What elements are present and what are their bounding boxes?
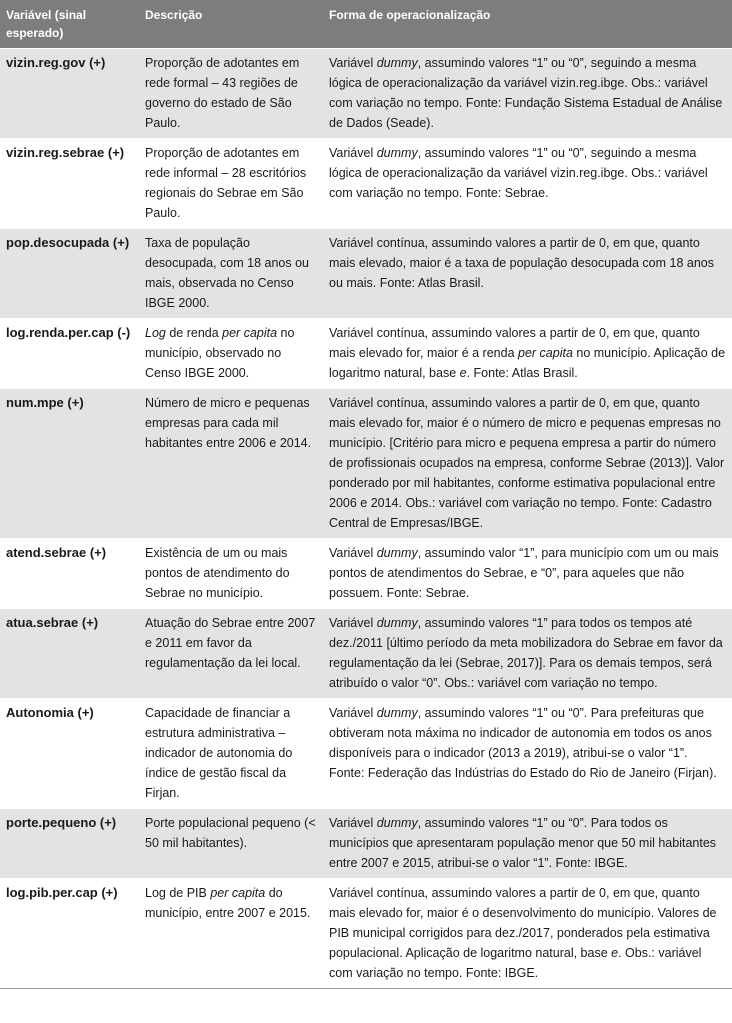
text-segment: Log de PIB [145, 886, 211, 900]
table-row [0, 229, 732, 319]
italic-text-segment: per capita [222, 326, 278, 340]
text-segment: Variável [329, 546, 377, 560]
table-body [0, 49, 732, 989]
header-variable: Variável (sinal esperado) [0, 0, 139, 49]
table-row [0, 879, 732, 989]
table-row [0, 539, 732, 609]
italic-text-segment: dummy [376, 706, 418, 720]
text-segment: do município, entre 2007 e 2015. [145, 886, 311, 920]
operationalization-cell [323, 389, 732, 539]
text-segment: Variável [329, 706, 377, 720]
text-segment: de renda [165, 326, 223, 340]
description-cell [139, 139, 323, 229]
variable-name-cell: log.renda.per.cap (-) [0, 319, 139, 389]
variable-name-cell: vizin.reg.gov (+) [0, 49, 139, 139]
text-segment: Variável contínua, assumindo valores a partir de 0, em que, quanto mais elevado for, maior é a renda [329, 326, 700, 360]
variable-name-cell: vizin.reg.sebrae (+) [0, 139, 139, 229]
text-segment: Porte populacional pequeno (< 50 mil habitantes). [145, 816, 316, 850]
italic-text-segment: e [459, 366, 467, 380]
text-segment: , assumindo valores “1” para todos os tempos até dez./2011 [último período da meta mobilizadora do Sebrae em favor da regulamentação da lei (Sebrae, 2017)]. Para os demais tempos, será atribuído o valor “0”. Obs.: variável com variação no tempo. [329, 616, 723, 690]
text-segment: no município, observado no Censo IBGE 2000. [145, 326, 295, 380]
operationalization-cell [323, 809, 732, 879]
operationalization-cell [323, 49, 732, 139]
italic-text-segment: dummy [376, 546, 418, 560]
text-segment: , assumindo valores “1” ou “0”, seguindo a mesma lógica de operacionalização da variável vizin.reg.ibge. Obs.: variável com variação no tempo. Fonte: Fundação Sistema Estadual de Análise de Dados (Seade). [329, 56, 723, 130]
table-row [0, 389, 732, 539]
description-cell [139, 699, 323, 809]
text-segment: no município. Aplicação de logaritmo natural, base [329, 346, 726, 380]
variable-name-cell: Autonomia (+) [0, 699, 139, 809]
variable-name-cell: log.pib.per.cap (+) [0, 879, 139, 989]
table-row [0, 319, 732, 389]
header-description: Descrição [139, 0, 323, 49]
table-row [0, 139, 732, 229]
variable-name-cell: atua.sebrae (+) [0, 609, 139, 699]
italic-text-segment: Log [145, 326, 166, 340]
operationalization-cell [323, 879, 732, 989]
description-cell [139, 609, 323, 699]
text-segment: Variável [329, 616, 377, 630]
text-segment: Variável [329, 56, 377, 70]
operationalization-cell [323, 319, 732, 389]
variable-name-cell: atend.sebrae (+) [0, 539, 139, 609]
table-row [0, 609, 732, 699]
table-row [0, 809, 732, 879]
header-row [0, 0, 732, 49]
description-cell [139, 389, 323, 539]
variable-name-cell: pop.desocupada (+) [0, 229, 139, 319]
italic-text-segment: dummy [376, 146, 418, 160]
text-segment: Variável contínua, assumindo valores a partir de 0, em que, quanto mais elevado, maior é a taxa de população desocupada com 18 anos ou mais. Fonte: Atlas Brasil. [329, 236, 714, 290]
italic-text-segment: dummy [376, 56, 418, 70]
text-segment: Atuação do Sebrae entre 2007 e 2011 em favor da regulamentação da lei local. [145, 616, 316, 670]
description-cell [139, 49, 323, 139]
text-segment: Número de micro e pequenas empresas para cada mil habitantes entre 2006 e 2014. [145, 396, 312, 450]
text-segment: Capacidade de financiar a estrutura administrativa – indicador de autonomia do índice de gestão fiscal da Firjan. [145, 706, 293, 800]
text-segment: Variável contínua, assumindo valores a partir de 0, em que, quanto mais elevado for, maior é o número de micro e pequenas empresas no município. [Critério para micro e pequena empresa a partir do número de profissionais ocupados na empresa, conforme Sebrae (2013)]. Valor ponderado por mil habitantes, conforme estimativa populacional entre 2006 e 2014. Obs.: variável com variação no tempo. Fonte: Cadastro Central de Empresas/IBGE. [329, 396, 725, 530]
text-segment: , assumindo valores “1” ou “0”, seguindo a mesma lógica de operacionalização da variável vizin.reg.ibge. Obs.: variável com variação no tempo. Fonte: Sebrae. [329, 146, 708, 200]
description-cell [139, 319, 323, 389]
description-cell [139, 539, 323, 609]
text-segment: Variável [329, 816, 377, 830]
table-header [0, 0, 732, 49]
text-segment: , assumindo valores “1” ou “0”. Para todos os municípios que apresentaram população menor que 50 mil habitantes entre 2007 e 2015, atribui-se o valor “1”. Fonte: IBGE. [329, 816, 717, 870]
text-segment: . Fonte: Atlas Brasil. [466, 366, 578, 380]
operationalization-cell [323, 539, 732, 609]
italic-text-segment: dummy [376, 616, 418, 630]
description-cell [139, 809, 323, 879]
operationalization-cell [323, 139, 732, 229]
text-segment: , assumindo valores “1” ou “0”. Para prefeituras que obtiveram nota máxima no indicador de autonomia em todos os anos disponíveis para o indicador (2013 a 2019), atribui-se o valor “1”. Fonte: Federação das Indústrias do Estado do Rio de Janeiro (Firjan). [329, 706, 717, 780]
text-segment: . Obs.: variável com variação no tempo. Fonte: IBGE. [329, 946, 702, 980]
italic-text-segment: per capita [210, 886, 266, 900]
operationalization-cell [323, 229, 732, 319]
operationalization-cell [323, 699, 732, 809]
description-cell [139, 229, 323, 319]
variable-name-cell: num.mpe (+) [0, 389, 139, 539]
text-segment: Variável contínua, assumindo valores a partir de 0, em que, quanto mais elevado for, maior é o desenvolvimento do município. Valores de PIB municipal corrigidos para dez./2017, ponderados pela estimativa populacional. Aplicação de logaritmo natural, base [329, 886, 717, 960]
text-segment: Variável [329, 146, 377, 160]
header-operationalization: Forma de operacionalização [323, 0, 732, 49]
operationalization-cell [323, 609, 732, 699]
table-row [0, 699, 732, 809]
italic-text-segment: per capita [518, 346, 573, 360]
text-segment: Proporção de adotantes em rede informal – 28 escritórios regionais do Sebrae em São Paulo. [145, 146, 307, 220]
variable-name-cell: porte.pequeno (+) [0, 809, 139, 879]
italic-text-segment: e [611, 946, 619, 960]
table-row [0, 49, 732, 139]
description-cell [139, 879, 323, 989]
italic-text-segment: dummy [376, 816, 418, 830]
text-segment: , assumindo valor “1”, para município com um ou mais pontos de atendimentos do Sebrae, e “0”, para aqueles que não possuem. Fonte: Sebrae. [329, 546, 719, 600]
text-segment: Proporção de adotantes em rede formal – 43 regiões de governo do estado de São Paulo. [145, 56, 300, 130]
text-segment: Taxa de população desocupada, com 18 anos ou mais, observada no Censo IBGE 2000. [145, 236, 310, 310]
text-segment: Existência de um ou mais pontos de atendimento do Sebrae no município. [145, 546, 290, 600]
